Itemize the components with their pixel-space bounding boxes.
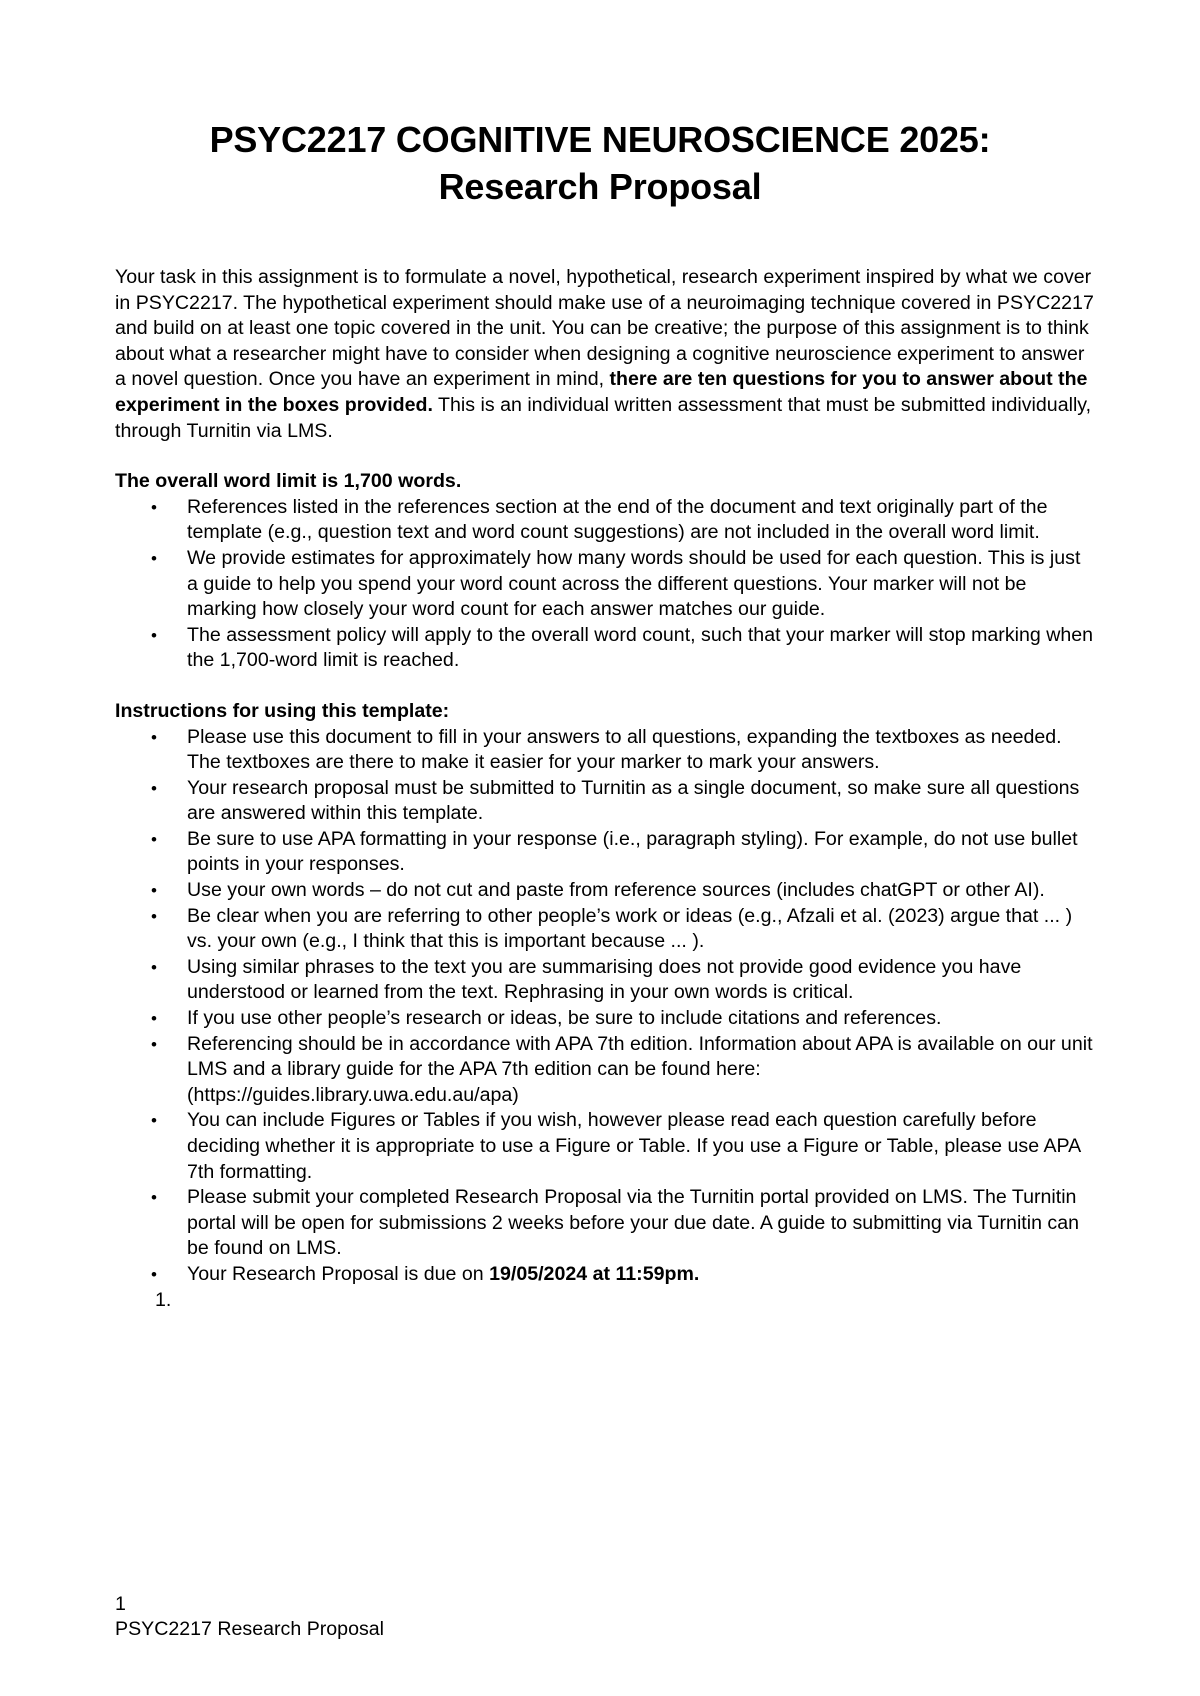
- word-limit-list: [115, 495, 1095, 674]
- list-item-text: Please use this document to fill in your answers to all questions, expanding the textboxes as needed. The textboxes are there to make it easier for your marker to mark your answers.: [187, 725, 1062, 774]
- word-limit-heading: The overall word limit is 1,700 words.: [115, 470, 462, 493]
- list-item: [115, 1108, 1095, 1185]
- list-item: [115, 904, 1095, 955]
- list-item: [115, 955, 1095, 1006]
- bullet-icon: •: [151, 1111, 157, 1131]
- intro-paragraph: [115, 265, 1095, 444]
- list-item: [115, 623, 1095, 674]
- list-item: [115, 776, 1095, 827]
- list-item-text: Your research proposal must be submitted to Turnitin as a single document, so make sure all questions are answered within this template.: [187, 776, 1080, 825]
- due-date-item: [115, 1262, 1095, 1288]
- document-body: [115, 265, 1095, 1313]
- list-item-text: If you use other people’s research or ideas, be sure to include citations and references.: [187, 1007, 942, 1030]
- intro-text-1: Your task in this assignment is to formulate a novel, hypothetical, research experiment inspired by what we cover in PSYC2217. The hypothetical experiment should make use of a neuroimaging technique covered in PSYC2217 and build on at least one topic covered in the unit. You can be creative; the purpose of this assignment is to think about what a researcher might have to consider when designing a cognitive neuroscience experiment to answer a novel question. Once you have an experiment in mind,: [115, 266, 1094, 391]
- bullet-icon: •: [151, 778, 157, 798]
- list-item: [115, 878, 1095, 904]
- bullet-icon: •: [151, 1188, 157, 1208]
- bullet-icon: •: [151, 829, 157, 849]
- document-title: [0, 116, 1200, 210]
- list-item-text: We provide estimates for approximately how many words should be used for each question. This is just a guide to help you spend your word count across the different questions. Your marker will not be marking how closely your word count for each answer matches our guide.: [187, 546, 1081, 621]
- list-item-text: Please submit your completed Research Proposal via the Turnitin portal provided on LMS. The Turnitin portal will be open for submissions 2 weeks before your due date. A guide to submitting via Turnitin can be found on LMS.: [187, 1186, 1080, 1260]
- list-item-text: You can include Figures or Tables if you wish, however please read each question carefully before deciding whether it is appropriate to use a Figure or Table. If you use a Figure or Table, please use APA 7th formatting.: [187, 1109, 1081, 1183]
- title-line-2: Research Proposal: [438, 166, 762, 207]
- footer-label: PSYC2217 Research Proposal: [115, 1618, 385, 1640]
- bullet-icon: •: [151, 1034, 157, 1054]
- list-item: [115, 495, 1095, 546]
- list-item: [115, 1185, 1095, 1262]
- page-footer: [115, 1592, 384, 1642]
- list-item-text: Referencing should be in accordance with APA 7th edition. Information about APA is available on our unit LMS and a library guide for the APA 7th edition can be found here: (https://guides.library.uwa.edu.au/apa): [187, 1032, 1093, 1106]
- list-item-text: The assessment policy will apply to the overall word count, such that your marker will stop marking when the 1,700-word limit is reached.: [187, 623, 1094, 672]
- bullet-icon: •: [151, 497, 157, 517]
- list-item-text: Use your own words – do not cut and paste from reference sources (includes chatGPT or other AI).: [187, 879, 1045, 902]
- intro-text-2: This is an individual written assessment that must be submitted individually, through Turnitin via LMS.: [115, 393, 1092, 442]
- footer-page-number: 1: [115, 1593, 126, 1615]
- numbered-item: 1.: [155, 1288, 172, 1311]
- list-item: [115, 725, 1095, 776]
- list-item-text: Be clear when you are referring to other people’s work or ideas (e.g., Afzali et al. (2023) argue that ... ) vs. your own (e.g., I think that this is important because ... ).: [187, 904, 1073, 953]
- bullet-icon: •: [151, 906, 157, 926]
- instructions-list: [115, 725, 1095, 1288]
- list-item-text: Using similar phrases to the text you are summarising does not provide good evidence you have understood or learned from the text. Rephrasing in your own words is critical.: [187, 955, 1022, 1004]
- due-date-prefix: Your Research Proposal is due on: [187, 1262, 490, 1285]
- bullet-icon: •: [151, 625, 157, 645]
- bullet-icon: •: [151, 881, 157, 901]
- bullet-icon: •: [151, 1009, 157, 1029]
- list-item: [115, 1006, 1095, 1032]
- list-item-text: References listed in the references section at the end of the document and text originally part of the template (e.g., question text and word count suggestions) are not included in the overall word limit.: [187, 495, 1048, 544]
- instructions-heading: Instructions for using this template:: [115, 699, 450, 722]
- bullet-icon: •: [151, 548, 157, 568]
- list-item: [115, 546, 1095, 623]
- intro-bold-text: there are ten questions for you to answer about the experiment in the boxes provided.: [115, 368, 1088, 416]
- bullet-icon: •: [151, 957, 157, 977]
- list-item: [115, 1032, 1095, 1109]
- list-item: [115, 827, 1095, 878]
- bullet-icon: •: [151, 727, 157, 747]
- bullet-icon: •: [151, 1264, 157, 1284]
- list-item-text: Be sure to use APA formatting in your response (i.e., paragraph styling). For example, do not use bullet points in your responses.: [187, 827, 1078, 876]
- title-line-1: PSYC2217 COGNITIVE NEUROSCIENCE 2025:: [209, 119, 991, 160]
- due-date-value: 19/05/2024 at 11:59pm.: [489, 1262, 700, 1285]
